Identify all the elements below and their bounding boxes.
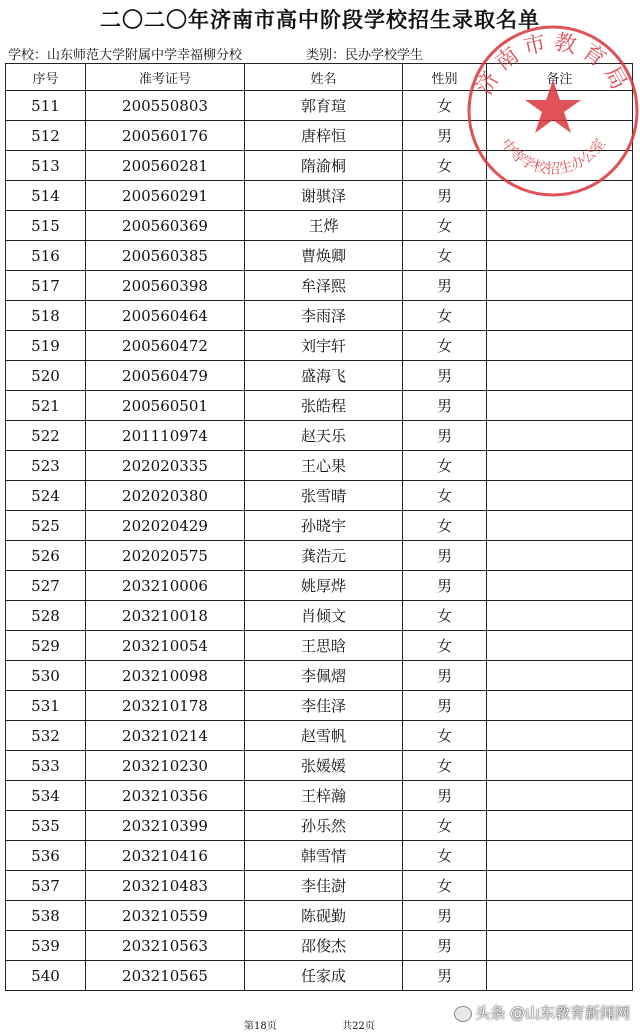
cell-name: 唐梓恒 [245, 121, 403, 151]
cell-name: 李佳泽 [245, 691, 403, 721]
cell-exam-number: 203210416 [86, 841, 245, 871]
cell-exam-number: 200550803 [86, 91, 245, 121]
cell-seq: 520 [6, 361, 86, 391]
official-seal [462, 20, 640, 202]
header-sex: 性别 [403, 64, 487, 91]
cell-seq: 533 [6, 751, 86, 781]
cell-seq: 532 [6, 721, 86, 751]
cell-exam-number: 203210178 [86, 691, 245, 721]
cell-note [487, 661, 633, 691]
cell-name: 曹焕卿 [245, 241, 403, 271]
cell-exam-number: 203210399 [86, 811, 245, 841]
cell-exam-number: 202020429 [86, 511, 245, 541]
cell-exam-number: 200560281 [86, 151, 245, 181]
cell-seq: 537 [6, 871, 86, 901]
cell-exam-number: 202020575 [86, 541, 245, 571]
cell-name: 盛海飞 [245, 361, 403, 391]
cell-seq: 511 [6, 91, 86, 121]
cell-seq: 534 [6, 781, 86, 811]
header-exam-number: 准考证号 [86, 64, 245, 91]
cell-note [487, 781, 633, 811]
cell-name: 王烨 [245, 211, 403, 241]
cell-sex: 男 [403, 781, 487, 811]
document-title: 二〇二〇年济南市高中阶段学校招生录取名单 [100, 7, 540, 32]
table-row [6, 841, 633, 871]
cell-seq: 518 [6, 301, 86, 331]
table-row [6, 811, 633, 841]
table-row [6, 421, 633, 451]
cell-exam-number: 200560369 [86, 211, 245, 241]
cell-note [487, 391, 633, 421]
cell-sex: 女 [403, 631, 487, 661]
cell-seq: 523 [6, 451, 86, 481]
cell-exam-number: 203210356 [86, 781, 245, 811]
table-row [6, 451, 633, 481]
cell-sex: 男 [403, 931, 487, 961]
cell-name: 赵天乐 [245, 421, 403, 451]
cell-note [487, 961, 633, 991]
cell-note [487, 301, 633, 331]
cell-seq: 512 [6, 121, 86, 151]
cell-exam-number: 203210054 [86, 631, 245, 661]
cell-sex: 女 [403, 721, 487, 751]
cell-note [487, 571, 633, 601]
cell-seq: 529 [6, 631, 86, 661]
cell-sex: 女 [403, 211, 487, 241]
cell-exam-number: 202020335 [86, 451, 245, 481]
cell-name: 刘宇轩 [245, 331, 403, 361]
cell-note [487, 421, 633, 451]
cell-seq: 536 [6, 841, 86, 871]
cell-sex: 男 [403, 391, 487, 421]
cell-sex: 女 [403, 91, 487, 121]
cell-name: 李雨泽 [245, 301, 403, 331]
cell-exam-number: 203210018 [86, 601, 245, 631]
cell-seq: 516 [6, 241, 86, 271]
table-row [6, 571, 633, 601]
cell-note [487, 931, 633, 961]
category-line: 类别：民办学校学生 [306, 48, 424, 63]
cell-sex: 男 [403, 271, 487, 301]
cell-sex: 女 [403, 871, 487, 901]
cell-name: 隋渝桐 [245, 151, 403, 181]
cell-sex: 女 [403, 331, 487, 361]
cell-sex: 女 [403, 481, 487, 511]
cell-name: 张媛媛 [245, 751, 403, 781]
cell-seq: 540 [6, 961, 86, 991]
cell-sex: 男 [403, 961, 487, 991]
cell-seq: 517 [6, 271, 86, 301]
cell-seq: 530 [6, 661, 86, 691]
cell-note [487, 331, 633, 361]
admission-table [5, 63, 633, 991]
cell-note [487, 751, 633, 781]
cell-exam-number: 200560501 [86, 391, 245, 421]
cell-seq: 531 [6, 691, 86, 721]
cell-sex: 男 [403, 361, 487, 391]
cell-name: 任家成 [245, 961, 403, 991]
cell-seq: 535 [6, 811, 86, 841]
cell-sex: 女 [403, 601, 487, 631]
cell-seq: 539 [6, 931, 86, 961]
cell-seq: 514 [6, 181, 86, 211]
cell-name: 牟泽熙 [245, 271, 403, 301]
cell-name: 孙乐然 [245, 811, 403, 841]
cell-note [487, 811, 633, 841]
cell-note [487, 481, 633, 511]
cell-name: 姚厚烨 [245, 571, 403, 601]
cell-seq: 515 [6, 211, 86, 241]
cell-sex: 女 [403, 241, 487, 271]
table-row [6, 331, 633, 361]
cell-name: 李佳澍 [245, 871, 403, 901]
cell-name: 王梓瀚 [245, 781, 403, 811]
cell-sex: 女 [403, 451, 487, 481]
cell-exam-number: 203210563 [86, 931, 245, 961]
cell-exam-number: 201110974 [86, 421, 245, 451]
cell-note [487, 451, 633, 481]
header-name: 姓名 [245, 64, 403, 91]
cell-sex: 女 [403, 301, 487, 331]
cell-exam-number: 203210098 [86, 661, 245, 691]
cell-exam-number: 200560291 [86, 181, 245, 211]
cell-name: 龚浩元 [245, 541, 403, 571]
cell-note [487, 211, 633, 241]
cell-seq: 528 [6, 601, 86, 631]
table-row [6, 781, 633, 811]
cell-exam-number: 203210483 [86, 871, 245, 901]
cell-exam-number: 203210214 [86, 721, 245, 751]
cell-seq: 524 [6, 481, 86, 511]
table-row [6, 751, 633, 781]
cell-exam-number: 200560398 [86, 271, 245, 301]
cell-exam-number: 203210559 [86, 901, 245, 931]
table-row [6, 391, 633, 421]
cell-note [487, 601, 633, 631]
cell-note [487, 721, 633, 751]
cell-note [487, 541, 633, 571]
cell-note [487, 511, 633, 541]
cell-name: 邵俊杰 [245, 931, 403, 961]
cell-name: 李佩熠 [245, 661, 403, 691]
table-row [6, 901, 633, 931]
table-row [6, 511, 633, 541]
table-row [6, 361, 633, 391]
header-note: 备注 [487, 64, 633, 91]
header-seq: 序号 [6, 64, 86, 91]
footer-total-pages: 共22页 [342, 1021, 375, 1032]
cell-note [487, 241, 633, 271]
cell-sex: 男 [403, 421, 487, 451]
cell-sex: 男 [403, 121, 487, 151]
footer-page-number: 第18页 [244, 1021, 277, 1032]
cell-sex: 女 [403, 511, 487, 541]
cell-exam-number: 200560176 [86, 121, 245, 151]
table-row [6, 211, 633, 241]
cell-exam-number: 200560464 [86, 301, 245, 331]
cell-seq: 513 [6, 151, 86, 181]
table-row [6, 241, 633, 271]
cell-name: 张皓程 [245, 391, 403, 421]
cell-exam-number: 200560385 [86, 241, 245, 271]
source-watermark [454, 1002, 630, 1023]
cell-exam-number: 200560472 [86, 331, 245, 361]
table-row [6, 481, 633, 511]
cell-name: 赵雪帆 [245, 721, 403, 751]
cell-note [487, 901, 633, 931]
cell-sex: 男 [403, 181, 487, 211]
cell-name: 陈砚勤 [245, 901, 403, 931]
cell-name: 郭育瑄 [245, 91, 403, 121]
cell-note [487, 841, 633, 871]
table-row [6, 631, 633, 661]
table-row [6, 541, 633, 571]
cell-name: 谢骐泽 [245, 181, 403, 211]
table-row [6, 721, 633, 751]
table-row [6, 931, 633, 961]
table-row [6, 961, 633, 991]
table-row [6, 271, 633, 301]
svg-text:济南市教育局: 济南市教育局 [471, 29, 635, 100]
cell-exam-number: 200560479 [86, 361, 245, 391]
cell-sex: 女 [403, 151, 487, 181]
cell-note [487, 871, 633, 901]
cell-seq: 526 [6, 541, 86, 571]
cell-note [487, 361, 633, 391]
cell-seq: 525 [6, 511, 86, 541]
cell-exam-number: 203210006 [86, 571, 245, 601]
cell-note [487, 691, 633, 721]
cell-exam-number: 203210230 [86, 751, 245, 781]
cell-seq: 527 [6, 571, 86, 601]
table-row [6, 601, 633, 631]
watermark-logo-icon [454, 1006, 472, 1022]
cell-exam-number: 202020380 [86, 481, 245, 511]
table-row [6, 871, 633, 901]
cell-seq: 519 [6, 331, 86, 361]
cell-seq: 522 [6, 421, 86, 451]
cell-sex: 女 [403, 841, 487, 871]
table-row [6, 661, 633, 691]
table-row [6, 301, 633, 331]
cell-name: 王思晗 [245, 631, 403, 661]
cell-note [487, 631, 633, 661]
cell-name: 张雪晴 [245, 481, 403, 511]
svg-text:中等学校招生办公室: 中等学校招生办公室 [497, 136, 609, 178]
cell-sex: 男 [403, 541, 487, 571]
cell-exam-number: 203210565 [86, 961, 245, 991]
cell-sex: 男 [403, 691, 487, 721]
cell-name: 王心果 [245, 451, 403, 481]
cell-sex: 男 [403, 661, 487, 691]
cell-sex: 女 [403, 811, 487, 841]
table-row [6, 691, 633, 721]
cell-sex: 女 [403, 751, 487, 781]
cell-seq: 538 [6, 901, 86, 931]
cell-note [487, 271, 633, 301]
cell-name: 肖倾文 [245, 601, 403, 631]
cell-name: 韩雪情 [245, 841, 403, 871]
cell-seq: 521 [6, 391, 86, 421]
watermark-text: 头条 @山东教育新闻网 [475, 1004, 630, 1022]
cell-sex: 男 [403, 901, 487, 931]
cell-sex: 男 [403, 571, 487, 601]
cell-name: 孙晓宇 [245, 511, 403, 541]
school-line: 学校：山东师范大学附属中学幸福柳分校 [8, 48, 243, 63]
